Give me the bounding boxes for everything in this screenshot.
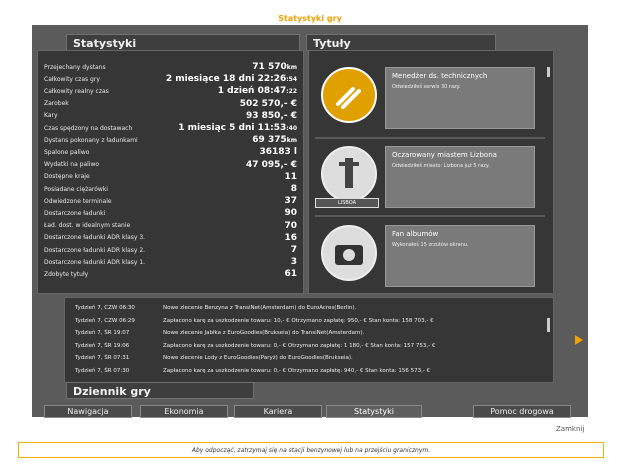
stat-value xyxy=(284,196,297,206)
nav-button-economy[interactable]: Ekonomia xyxy=(140,405,228,418)
stat-row xyxy=(44,244,297,256)
stat-value xyxy=(291,184,297,194)
stat-label: Zarobek xyxy=(44,100,69,108)
log-text: Zapłacono karę za uszkodzenie towaru: 0,- € Otrzymano zapłatę: 940,- € Stan konta: 156 573,- € xyxy=(163,367,431,374)
log-text: Nowe zlecenie Lody z EuroGoodies(Paryż) do EuroGoodies(Brukseia). xyxy=(163,355,353,361)
titles-scrollbar[interactable] xyxy=(547,67,550,77)
stat-row xyxy=(44,159,297,171)
stat-value-text: 2 miesiące 18 dni 22:26 xyxy=(165,74,287,85)
game-log-title: Dziennik gry xyxy=(66,382,254,399)
title-name: Fan albumów xyxy=(392,230,439,238)
close-link[interactable]: Zamknij xyxy=(556,425,585,433)
stat-row xyxy=(44,146,297,158)
stat-value-text: 61 xyxy=(284,269,297,280)
log-time: Tydzień 7, CZW 06:29 xyxy=(75,317,135,324)
wrench-icon xyxy=(321,67,377,123)
stat-label: Całkowity czas gry xyxy=(44,75,100,83)
log-row xyxy=(75,352,543,364)
nav-button-navigation[interactable]: Nawigacja xyxy=(44,405,132,418)
nav-button-roadside-assistance[interactable]: Pomoc drogowa xyxy=(473,405,571,418)
stat-value-text: 1 dzień 08:47 xyxy=(217,86,287,97)
stat-unit: :54 xyxy=(286,76,297,84)
stat-value xyxy=(246,111,297,121)
stat-value xyxy=(259,147,297,157)
stat-value-text: 93 850,- € xyxy=(246,110,297,121)
stat-value xyxy=(284,221,297,231)
log-time: Tydzień 7, ŚR 07:31 xyxy=(75,355,130,361)
stat-row xyxy=(44,171,297,183)
stat-row xyxy=(44,256,297,268)
stat-value-text: 8 xyxy=(290,184,297,194)
stat-value-text: 502 570,- € xyxy=(239,98,297,109)
stat-value-text: 11 xyxy=(284,171,297,182)
nav-button-statistics[interactable]: Statystyki xyxy=(326,405,422,418)
stat-row xyxy=(44,195,297,207)
stat-unit: km xyxy=(286,137,297,145)
stat-label: Całkowity realny czas xyxy=(44,87,109,95)
stat-row xyxy=(44,73,297,85)
title-card xyxy=(385,146,535,208)
log-text: Nowe zlecenie Jabłka z EuroGoodies(Brukseia) do TransiNet(Amsterdam). xyxy=(163,330,365,336)
stat-label: Kary xyxy=(44,112,58,120)
stat-value-text: 47 095,- € xyxy=(246,159,297,170)
stat-value xyxy=(291,245,297,255)
stat-value xyxy=(252,62,297,72)
stat-value-text: 7 xyxy=(290,245,297,255)
stat-label: Przejechany dystans xyxy=(44,63,106,71)
stat-value xyxy=(284,269,297,279)
stat-label: Czas spędzony na dostawach xyxy=(44,124,133,132)
stat-value xyxy=(218,86,297,96)
stat-row xyxy=(44,134,297,146)
stats-panel xyxy=(37,50,304,294)
divider xyxy=(315,137,545,139)
lisbon-badge-label: LISBOA xyxy=(315,198,379,208)
stat-row xyxy=(44,232,297,244)
stat-value xyxy=(240,99,297,109)
stat-value xyxy=(284,172,297,182)
title-name: Menedżer ds. technicznych xyxy=(392,72,488,80)
stat-label: Dostępne kraje xyxy=(44,173,90,181)
stat-row xyxy=(44,183,297,195)
stat-value-text: 37 xyxy=(284,196,297,207)
stat-value xyxy=(284,208,297,218)
stat-value-text: 70 xyxy=(284,220,297,231)
stat-value xyxy=(178,123,297,133)
stat-row xyxy=(44,98,297,110)
log-row xyxy=(75,327,543,339)
divider xyxy=(315,215,545,217)
stats-panel-title: Statystyki xyxy=(66,34,300,51)
stat-label: Dostarczone ładunki ADR klasy 1. xyxy=(44,258,146,266)
stat-label: Ład. dost. w idealnym stanie xyxy=(44,222,131,230)
stat-row xyxy=(44,268,297,280)
lisbon-icon xyxy=(321,146,377,202)
stat-value-text: 71 570 xyxy=(252,62,287,72)
stat-label: Spalone paliwo xyxy=(44,148,90,156)
stat-value-text: 69 375 xyxy=(252,135,287,146)
log-row xyxy=(75,302,543,314)
game-log-panel xyxy=(64,297,554,383)
stat-row xyxy=(44,220,297,232)
stat-label: Dystans pokonany z ładunkami xyxy=(44,136,138,144)
nav-button-career[interactable]: Kariera xyxy=(234,405,322,418)
log-time: Tydzień 7, ŚR 19:07 xyxy=(75,330,130,336)
stat-value xyxy=(284,233,297,243)
stat-value-text: 3 xyxy=(290,257,297,268)
log-row xyxy=(75,315,543,327)
window-title: Statystyki gry xyxy=(278,14,342,23)
log-text: Nowe zlecenie Benzyna z TransiNet(Amsterdam) do EuroAcres(Berlin). xyxy=(163,305,357,311)
stat-unit: km xyxy=(286,64,297,71)
log-time: Tydzień 7, CZW 06:30 xyxy=(75,305,135,311)
stat-row xyxy=(44,207,297,219)
stat-unit: :22 xyxy=(286,88,297,96)
stat-row xyxy=(44,61,297,73)
camera-icon xyxy=(321,225,377,281)
stat-unit: :40 xyxy=(286,125,297,132)
stat-value xyxy=(252,135,297,145)
stat-value-text: 90 xyxy=(284,208,297,219)
log-row xyxy=(75,365,543,377)
stat-value xyxy=(291,257,297,267)
stat-value xyxy=(246,160,297,170)
title-desc: Wykonałeś 15 zrzutów ekranu. xyxy=(392,242,469,248)
log-row xyxy=(75,340,543,352)
titles-panel-title: Tytuły xyxy=(306,34,496,51)
stat-label: Dostarczone ładunki xyxy=(44,209,106,217)
log-time: Tydzień 7, ŚR 07:30 xyxy=(75,367,130,374)
stat-value xyxy=(166,74,297,84)
stat-label: Odwiedzone terminale xyxy=(44,197,112,205)
title-name: Oczarowany miastem Lizbona xyxy=(392,151,497,159)
title-card xyxy=(385,67,535,129)
titles-panel xyxy=(308,50,554,294)
title-card xyxy=(385,225,535,287)
stat-row xyxy=(44,110,297,122)
stat-value-text: 36183 l xyxy=(259,147,297,158)
stat-value-text: 16 xyxy=(284,232,297,243)
next-arrow-icon[interactable] xyxy=(575,335,583,345)
stat-label: Wydatki na paliwo xyxy=(44,161,100,169)
log-text: Zapłacono karę za uszkodzenie towaru: 10,- € Otrzymano zapłatę: 950,- € Stan konta: 158 703,- € xyxy=(163,317,434,324)
stat-value-text: 1 miesiąc 5 dni 11:53 xyxy=(178,123,287,133)
stat-label: Posiadane ciężarówki xyxy=(44,185,108,193)
stat-label: Dostarczone ładunki ADR klasy 3. xyxy=(44,234,146,242)
title-desc: Odwiedziłeś miasto: Lizbona już 5 razy. xyxy=(392,163,490,169)
stat-label: Zdobyte tytuły xyxy=(44,270,89,278)
log-time: Tydzień 7, ŚR 19:06 xyxy=(75,342,130,349)
log-scrollbar[interactable] xyxy=(547,318,550,332)
stat-label: Dostarczone ładunki ADR klasy 2. xyxy=(44,246,146,254)
hint-bar: Aby odpocząć, zatrzymaj się na stacji benzynowej lub na przejściu granicznym. xyxy=(18,442,604,458)
stat-row xyxy=(44,85,297,97)
log-text: Zapłacono karę za uszkodzenie towaru: 0,- € Otrzymano zapłatę: 1 180,- € Stan konta: 157 753,- € xyxy=(163,342,436,349)
stat-row xyxy=(44,122,297,134)
title-desc: Odwiedziłeś serwis 30 razy. xyxy=(392,84,461,90)
